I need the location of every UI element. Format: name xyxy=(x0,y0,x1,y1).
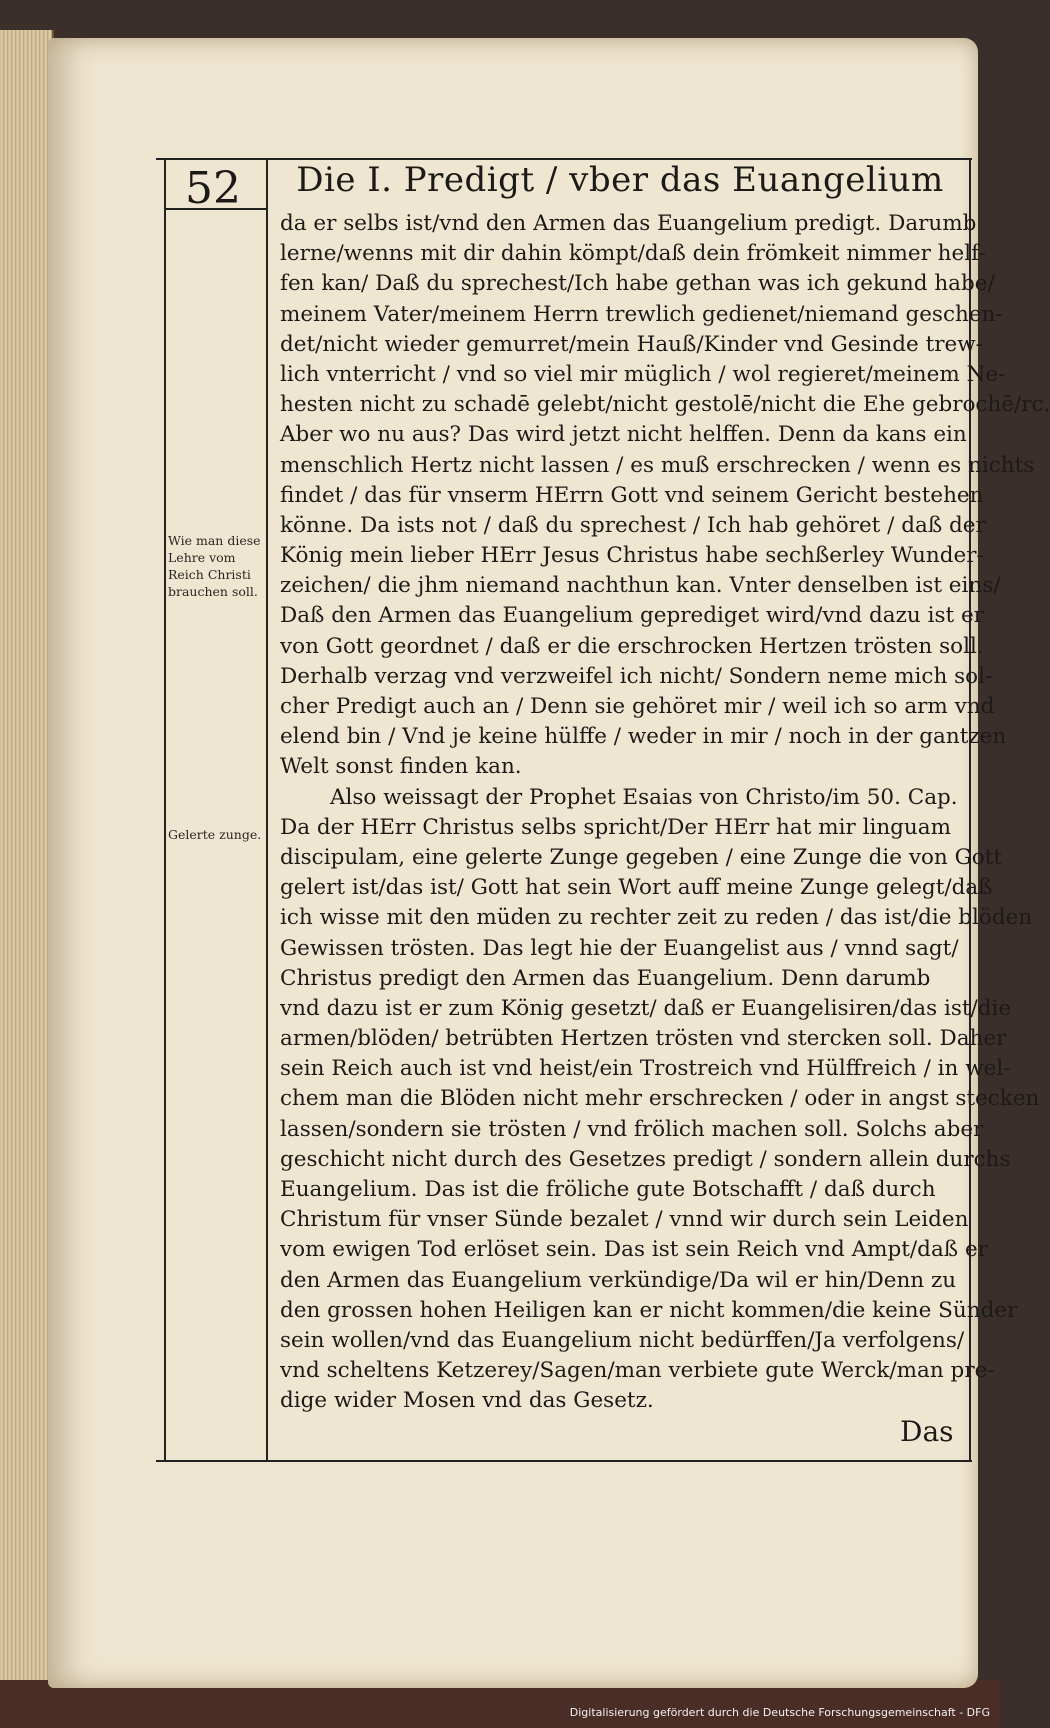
text-line: findet / das für vnserm HErrn Gott vnd seinem Gericht bestehen xyxy=(280,482,984,508)
text-line: Christus predigt den Armen das Euangelium. Denn darumb xyxy=(280,965,931,991)
text-line: lerne/wenns mit dir dahin kömpt/daß dein frömkeit nimmer helf- xyxy=(280,241,986,267)
text-line: Aber wo nu aus? Das wird jetzt nicht helffen. Denn da kans ein xyxy=(280,422,967,448)
text-line: hesten nicht zu schadē gelebt/nicht gestolē/nicht die Ehe gebrochē/rc. xyxy=(280,392,1050,418)
text-line: Also weissagt der Prophet Esaias von Christo/im 50. Cap. xyxy=(330,784,958,810)
text-line: könne. Da ists not / daß du sprechest / Ich hab gehöret / daß der xyxy=(280,512,986,538)
text-line: Euangelium. Das ist die fröliche gute Botschafft / daß durch xyxy=(280,1177,936,1202)
text-line: gelert ist/das ist/ Gott hat sein Wort auff meine Zunge gelegt/daß xyxy=(280,875,993,901)
text-line: Derhalb verzag vnd verzweifel ich nicht/ Sondern neme mich sol- xyxy=(280,663,993,689)
text-line: Christum für vnser Sünde bezalet / vnnd wir durch sein Leiden xyxy=(280,1207,969,1233)
text-line: vnd dazu ist er zum König gesetzt/ daß er Euangelisiren/das ist/die xyxy=(280,995,1012,1021)
frame-left-rule xyxy=(164,160,166,1460)
text-line: sein Reich auch ist vnd heist/ein Trostreich vnd Hülffreich / in wel- xyxy=(280,1056,1011,1082)
text-line: Gewissen trösten. Das legt hie der Euangelist aus / vnnd sagt/ xyxy=(280,935,959,961)
text-line: discipulam, eine gelerte Zunge gegeben / eine Zunge die von Gott xyxy=(280,844,1003,870)
text-line: von Gott geordnet / daß er die erschrocken Hertzen trösten soll. xyxy=(280,633,984,659)
margin-note: Wie man diese Lehre vom Reich Christi brauchen soll. xyxy=(168,533,261,599)
text-line: sein wollen/vnd das Euangelium nicht bedürffen/Ja verfolgens/ xyxy=(280,1327,965,1353)
body-text xyxy=(280,209,1050,1417)
running-head: Die I. Predigt / vber das Euangelium xyxy=(296,160,944,200)
text-line: vnd scheltens Ketzerey/Sagen/man verbiete gute Werck/man pre- xyxy=(280,1358,995,1384)
text-line: zeichen/ die jhm niemand nachthun kan. Vnter denselben ist eins/ xyxy=(280,573,1001,599)
page-number: 52 xyxy=(185,163,241,214)
text-line: chem man die Blöden nicht mehr erschrecken / oder in angst stecken xyxy=(280,1086,1040,1112)
text-line: Welt sonst finden kan. xyxy=(280,754,522,780)
text-line: det/nicht wieder gemurret/mein Hauß/Kinder vnd Gesinde trew- xyxy=(280,331,983,357)
margin-note: Gelerte zunge. xyxy=(168,827,262,842)
digitization-credit: Digitalisierung gefördert durch die Deutsche Forschungsgemeinschaft - DFG xyxy=(569,1706,990,1719)
text-line: lassen/sondern sie trösten / vnd frölich machen soll. Solchs aber xyxy=(280,1116,984,1142)
text-line: König mein lieber HErr Jesus Christus habe sechßerley Wunder- xyxy=(280,543,984,569)
text-line: geschicht nicht durch des Gesetzes predigt / sondern allein durchs xyxy=(280,1146,1011,1172)
catchword: Das xyxy=(900,1415,954,1448)
text-line: fen kan/ Daß du sprechest/Ich habe gethan was ich gekund habe/ xyxy=(280,271,995,297)
text-line: cher Predigt auch an / Denn sie gehöret mir / weil ich so arm vnd xyxy=(280,694,995,719)
text-line: meinem Vater/meinem Herrn trewlich gedienet/niemand geschen- xyxy=(280,301,1003,327)
text-line: menschlich Hertz nicht lassen / es muß erschrecken / wenn es nichts xyxy=(280,452,1035,478)
margin-column-rule xyxy=(266,160,268,1460)
text-line: elend bin / Vnd je keine hülffe / weder in mir / noch in der gantzen xyxy=(280,724,1007,750)
book-page-edges xyxy=(0,30,54,1690)
text-line: den Armen das Euangelium verkündige/Da wil er hin/Denn zu xyxy=(280,1267,957,1293)
text-line: Da der HErr Christus selbs spricht/Der HErr hat mir linguam xyxy=(280,814,951,840)
text-line: ich wisse mit den müden zu rechter zeit zu reden / das ist/die blöden xyxy=(280,905,1033,931)
text-line: den grossen hohen Heiligen kan er nicht kommen/die keine Sünder xyxy=(280,1297,1018,1323)
text-line: dige wider Mosen vnd das Gesetz. xyxy=(280,1388,654,1414)
text-line: da er selbs ist/vnd den Armen das Euangelium predigt. Darumb xyxy=(280,211,977,236)
text-line: vom ewigen Tod erlöset sein. Das ist sein Reich vnd Ampt/daß er xyxy=(280,1237,988,1263)
text-line: lich vnterricht / vnd so viel mir müglich / wol regieret/meinem Ne- xyxy=(280,361,1006,387)
text-line: armen/blöden/ betrübten Hertzen trösten vnd stercken soll. Daher xyxy=(280,1026,1007,1052)
text-line: Daß den Armen das Euangelium geprediget wird/vnd dazu ist er xyxy=(280,603,984,629)
